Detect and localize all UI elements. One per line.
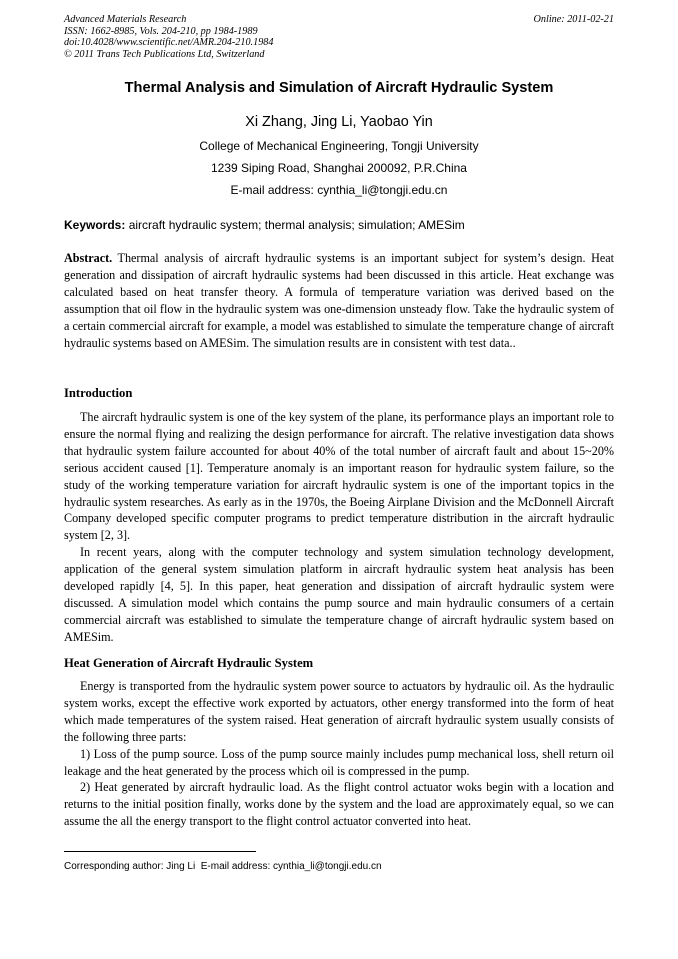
paragraph: The aircraft hydraulic system is one of the key system of the plane, its performance plays an important role to ensure the normal flying and realizing the design performance for aircraft. The relative investigation data shows that hydraulic system failure accounted for about 40% of the total number of aircraft fault and about 15~20% serious accident caused [1]. Temperature anomaly is an important reason for hydraulic system failure, so the study of the working temperature variation for aircraft hydraulic system is one of the important topics in the hydraulic system researches. As early as in the 1970s, the Boeing Airplane Division and the McDonnell Aircraft Company developed specific computer programs to predict temperature distribution in the aircraft hydraulic system [2, 3]. [64,410,614,543]
abstract-label: Abstract. [64,251,113,265]
affiliation-email: E-mail address: cynthia_li@tongji.edu.cn [230,183,448,197]
abstract-text: Thermal analysis of aircraft hydraulic systems is an important subject for system’s design. Heat generation and dissipation of aircraft hydraulic systems had been discussed in this article. Heat exchange was calculated based on heat transfer theory. A formula of temperature variation was derived based on the assumption that oil flow in the hydraulic system was one-dimension unsteady flow. Take the hydraulic system of a certain commercial aircraft for example, a model was established to simulate the temperature change of aircraft hydraulic systems based on AMESim. The simulation results are in consistent with test data.. [64,251,614,350]
abstract [64,250,614,351]
footnote-divider [64,851,256,852]
journal-name: Advanced Materials Research [64,14,187,25]
paragraph: In recent years, along with the computer technology and system simulation technology development, application of the general system simulation platform in aircraft hydraulic system heat analysis has been developed rapidly [4, 5]. In this paper, heat generation and dissipation of aircraft hydraulic system were discussed. A simulation model which contains the pump source and main hydraulic consumers of a certain commercial aircraft was established to simulate the temperature change of aircraft hydraulic system based on AMESim. [64,545,614,644]
paragraph: 1) Loss of the pump source. Loss of the pump source mainly includes pump mechanical loss, shell return oil leakage and the heat generated by the process which oil is compressed in the pump. [64,746,614,778]
doi-line: doi:10.4028/www.scientific.net/AMR.204-210.1984 [64,37,274,49]
paragraph: Energy is transported from the hydraulic system power source to actuators by hydraulic oil. As the hydraulic system works, except the effective work exported by actuators, other energy transformed into the form of heat which made temperatures of the system raised. Heat generation of aircraft hydraulic system usually consists of the following three parts: [64,679,614,744]
online-date: Online: 2011-02-21 [533,14,614,25]
keywords-text: aircraft hydraulic system; thermal analysis; simulation; AMESim [125,218,465,232]
keywords-label: Keywords: [64,218,126,232]
section-heading-introduction: Introduction [64,386,133,400]
paper-title: Thermal Analysis and Simulation of Aircraft Hydraulic System [124,80,554,96]
affiliation-college: College of Mechanical Engineering, Tongji University [199,139,479,153]
author-list: Xi Zhang, Jing Li, Yaobao Yin [245,114,433,130]
section-heading-heat-generation: Heat Generation of Aircraft Hydraulic System [64,656,314,670]
journal-header [64,14,614,60]
corresponding-author-footnote: Corresponding author: Jing Li E-mail address: cynthia_li@tongji.edu.cn [64,861,382,872]
paragraph: 2) Heat generated by aircraft hydraulic load. As the flight control actuator woks begin with a location and returns to the initial position finally, works done by the system and the load are approximately equal, so we can assume the all the energy transport to the flight control actuator converted into heat. [64,780,614,829]
keywords-line [64,218,614,232]
introduction-body [64,409,614,646]
heat-generation-body [64,678,614,830]
issn-line: ISSN: 1662-8985, Vols. 204-210, pp 1984-1989 [64,25,258,37]
copyright-line: © 2011 Trans Tech Publications Ltd, Switzerland [64,48,265,60]
affiliation-address: 1239 Siping Road, Shanghai 200092, P.R.China [211,161,467,175]
